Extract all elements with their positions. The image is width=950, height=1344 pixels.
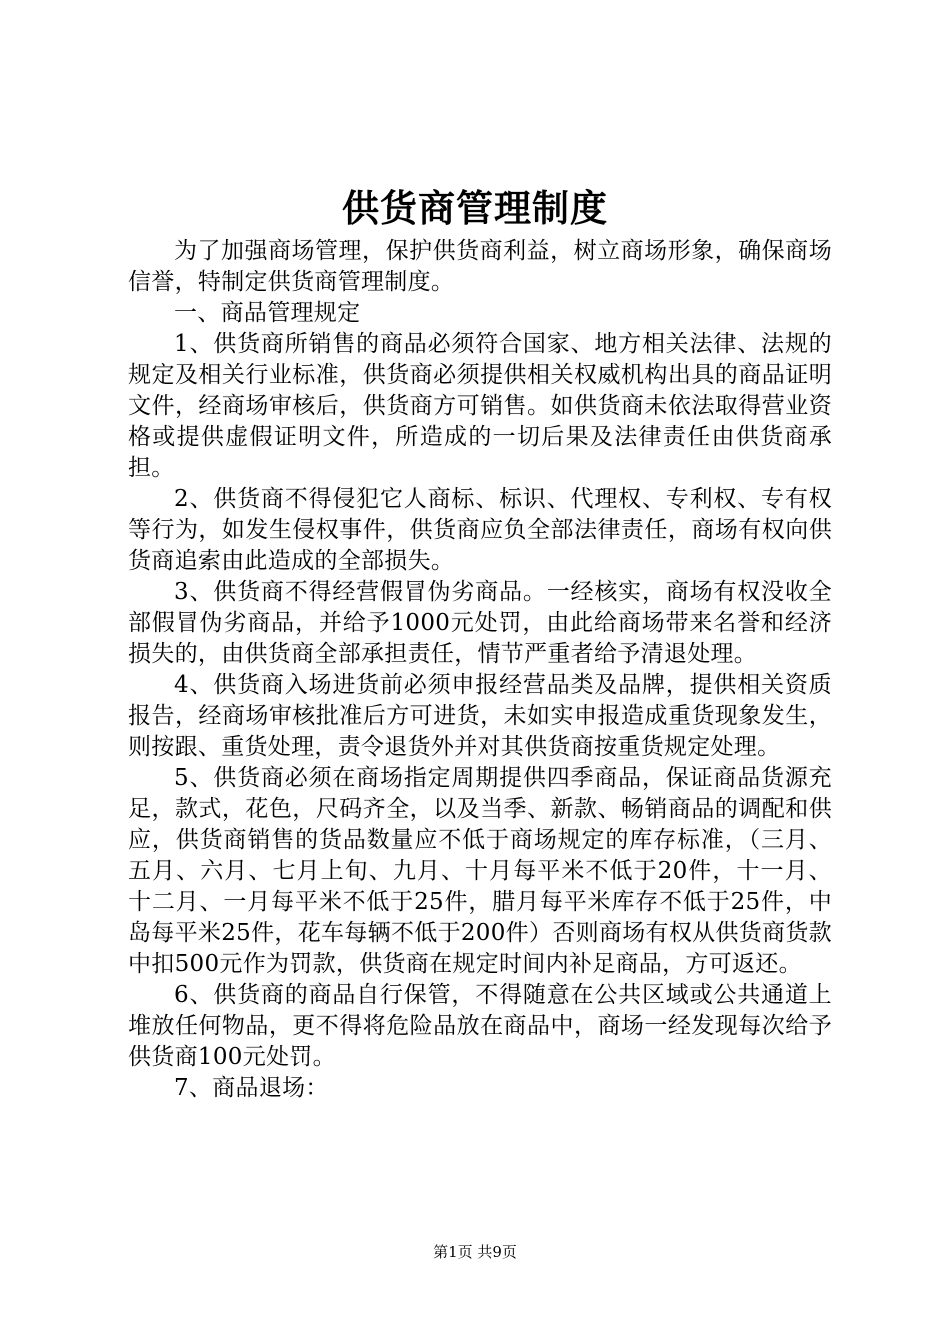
document-title: 供货商管理制度	[342, 186, 608, 230]
clause-paragraph: 5、供货商必须在商场指定周期提供四季商品，保证商品货源充足，款式，花色，尺码齐全，以及当季、新款、畅销商品的调配和供应，供货商销售的货品数量应不低于商场规定的库存标准，（三月、五月、六月、七月上旬、九月、十月每平米不低于20件，十一月、十二月、一月每平米不低于25件，腊月每平米库存不低于25件，中岛每平米25件，花车每辆不低于200件）否则商场有权从供货商货款中扣500元作为罚款，供货商在规定时间内补足商品，方可返还。	[128, 765, 832, 977]
clause-paragraph: 7、商品退场：	[174, 1075, 329, 1101]
page-footer: 第1页 共9页	[433, 1243, 517, 1261]
clause-paragraph: 6、供货商的商品自行保管，不得随意在公共区域或公共通道上堆放任何物品，更不得将危险品放在商品中，商场一经发现每次给予供货商100元处罚。	[128, 982, 832, 1070]
clause-paragraph: 2、供货商不得侵犯它人商标、标识、代理权、专利权、专有权等行为，如发生侵权事件，供货商应负全部法律责任，商场有权向供货商追索由此造成的全部损失。	[128, 486, 832, 574]
clause-paragraph: 1、供货商所销售的商品必须符合国家、地方相关法律、法规的规定及相关行业标准，供货商必须提供相关权威机构出具的商品证明文件，经商场审核后，供货商方可销售。如供货商未依法取得营业资格或提供虚假证明文件，所造成的一切后果及法律责任由供货商承担。	[128, 331, 832, 481]
clause-paragraph: 3、供货商不得经营假冒伪劣商品。一经核实，商场有权没收全部假冒伪劣商品，并给予1000元处罚，由此给商场带来名誉和经济损失的，由供货商全部承担责任，情节严重者给予清退处理。	[128, 579, 832, 667]
intro-paragraph: 为了加强商场管理，保护供货商利益，树立商场形象，确保商场信誉，特制定供货商管理制度。	[128, 238, 832, 295]
section-heading: 一、商品管理规定	[174, 300, 361, 326]
clause-paragraph: 4、供货商入场进货前必须申报经营品类及品牌，提供相关资质报告，经商场审核批准后方可进货，未如实申报造成重货现象发生，则按跟、重货处理，责令退货外并对其供货商按重货规定处理。	[128, 672, 832, 760]
document-body	[128, 236, 832, 1104]
